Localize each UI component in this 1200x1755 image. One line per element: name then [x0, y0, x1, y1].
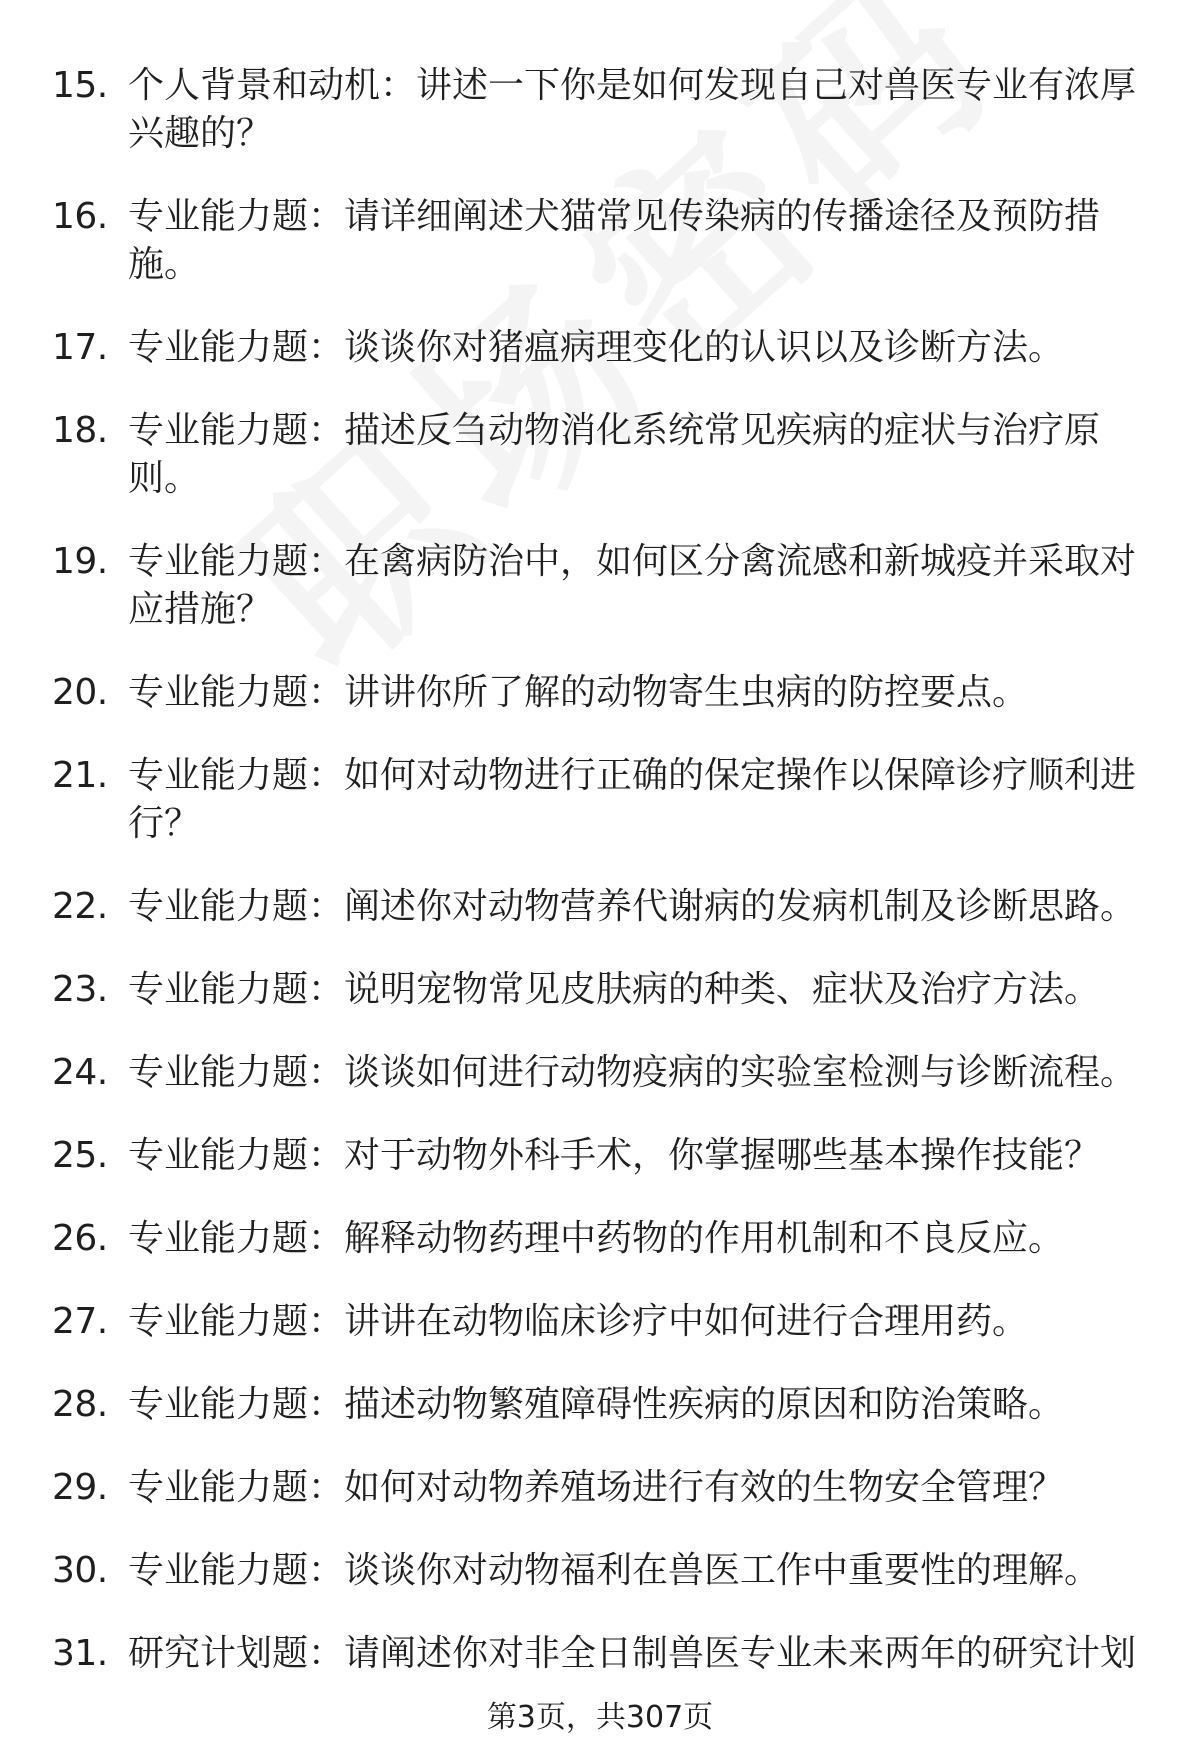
question-number: 22.: [52, 886, 108, 927]
question-number: 20.: [52, 672, 108, 713]
question-item: [52, 193, 1152, 289]
question-number: 29.: [52, 1467, 108, 1508]
question-item: [52, 1630, 1152, 1678]
question-number: 23.: [52, 969, 108, 1010]
question-number: 19.: [52, 541, 108, 582]
question-item: [52, 538, 1152, 634]
question-text: 专业能力题：谈谈你对动物福利在兽医工作中重要性的理解。: [128, 1550, 1101, 1591]
question-text: 专业能力题：谈谈如何进行动物疫病的实验室检测与诊断流程。: [128, 1052, 1137, 1093]
question-item: [52, 324, 1152, 372]
question-item: [52, 1464, 1152, 1512]
question-number: 24.: [52, 1052, 108, 1093]
question-text: 专业能力题：讲讲在动物临床诊疗中如何进行合理用药。: [128, 1301, 1029, 1342]
question-number: 21.: [52, 755, 108, 796]
question-item: [52, 752, 1152, 848]
question-item: [52, 1547, 1152, 1595]
question-item: [52, 1381, 1152, 1429]
page-footer: [0, 1700, 1200, 1736]
question-text: 专业能力题：解释动物药理中药物的作用机制和不良反应。: [128, 1218, 1065, 1259]
question-item: [52, 669, 1152, 717]
question-text: 专业能力题：请详细阐述犬猫常见传染病的传播途径及预防措施。: [128, 196, 1101, 285]
question-list: [52, 62, 1152, 1713]
question-number: 28.: [52, 1384, 108, 1425]
question-item: [52, 1049, 1152, 1097]
question-item: [52, 1132, 1152, 1180]
question-number: 17.: [52, 327, 108, 368]
question-number: 16.: [52, 196, 108, 237]
question-text: 专业能力题：说明宠物常见皮肤病的种类、症状及治疗方法。: [128, 969, 1101, 1010]
question-number: 26.: [52, 1218, 108, 1259]
question-number: 30.: [52, 1550, 108, 1591]
page-number-label: 第3页，共307页: [486, 1700, 714, 1735]
question-text: 专业能力题：如何对动物养殖场进行有效的生物安全管理？: [128, 1467, 1065, 1508]
question-item: [52, 407, 1152, 503]
question-text: 专业能力题：描述动物繁殖障碍性疾病的原因和防治策略。: [128, 1384, 1065, 1425]
question-text: 专业能力题：阐述你对动物营养代谢病的发病机制及诊断思路。: [128, 886, 1137, 927]
question-text: 专业能力题：在禽病防治中，如何区分禽流感和新城疫并采取对应措施？: [128, 541, 1137, 630]
question-number: 31.: [52, 1633, 108, 1674]
question-text: 专业能力题：谈谈你对猪瘟病理变化的认识以及诊断方法。: [128, 327, 1065, 368]
question-text: 专业能力题：讲讲你所了解的动物寄生虫病的防控要点。: [128, 672, 1029, 713]
question-number: 15.: [52, 65, 108, 106]
question-item: [52, 62, 1152, 158]
question-text: 专业能力题：如何对动物进行正确的保定操作以保障诊疗顺利进行？: [128, 755, 1137, 844]
question-number: 25.: [52, 1135, 108, 1176]
question-text: 研究计划题：请阐述你对非全日制兽医专业未来两年的研究计划: [128, 1633, 1137, 1674]
question-text: 个人背景和动机：讲述一下你是如何发现自己对兽医专业有浓厚兴趣的？: [128, 65, 1137, 154]
question-item: [52, 966, 1152, 1014]
question-number: 18.: [52, 410, 108, 451]
question-text: 专业能力题：描述反刍动物消化系统常见疾病的症状与治疗原则。: [128, 410, 1101, 499]
question-number: 27.: [52, 1301, 108, 1342]
question-item: [52, 883, 1152, 931]
question-item: [52, 1298, 1152, 1346]
question-text: 专业能力题：对于动物外科手术，你掌握哪些基本操作技能？: [128, 1135, 1101, 1176]
question-item: [52, 1215, 1152, 1263]
